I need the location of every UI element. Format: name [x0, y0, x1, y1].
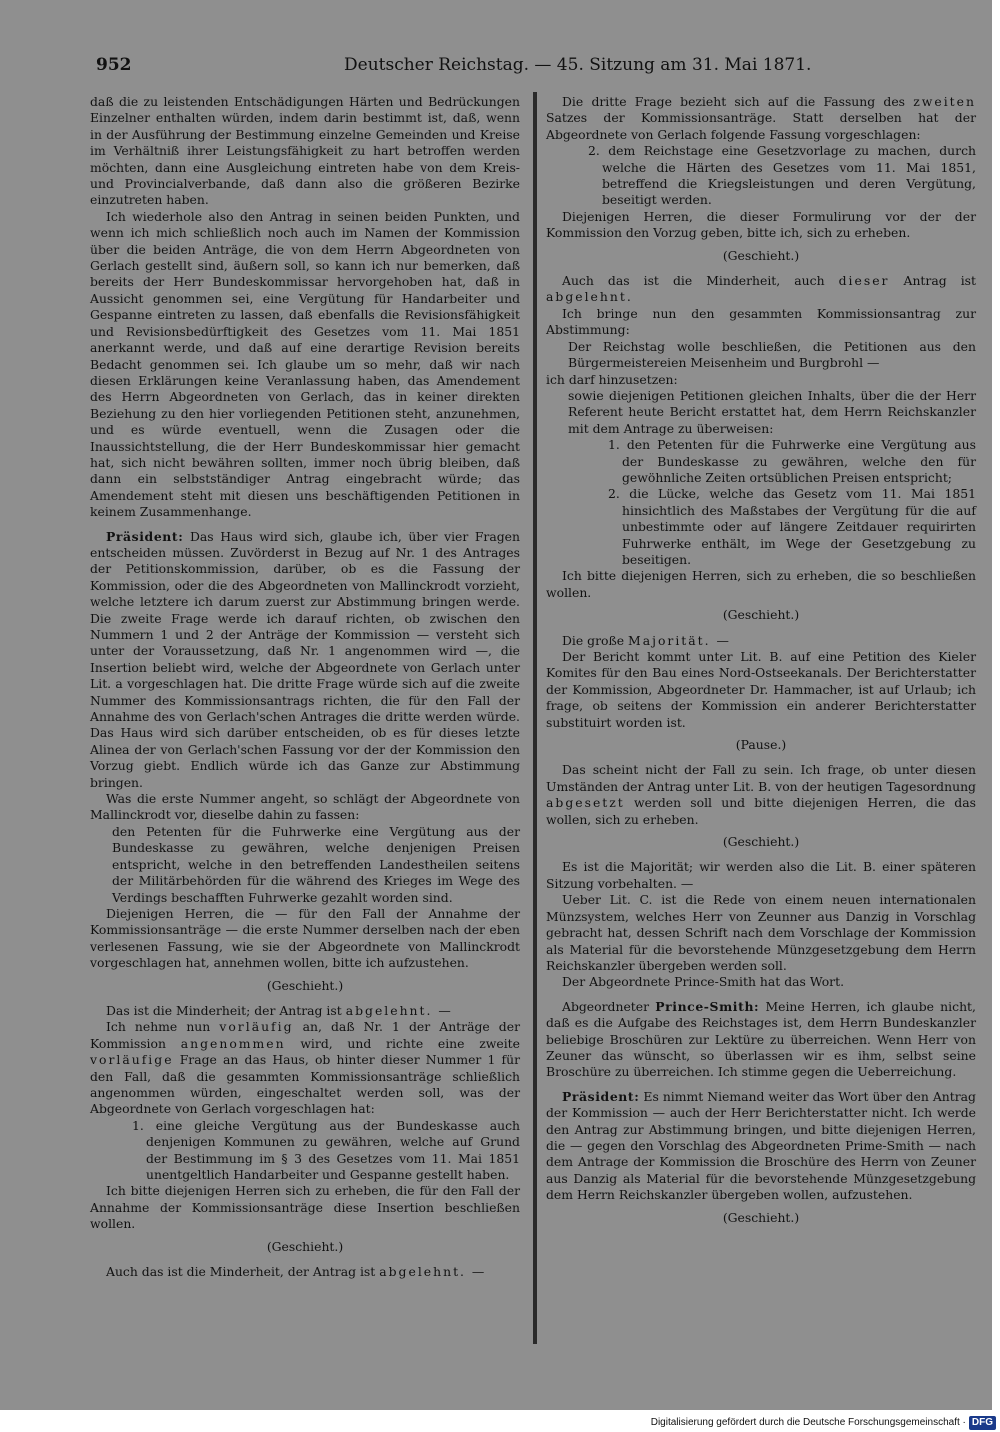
- list-item: 2. dem Reichstage eine Gesetzvorlage zu machen, durch welche die Härten des Gesetzes vom 11. Mai 1851, betreffend die Kriegsleistungen und deren Vergütung, beseitigt werden.: [588, 143, 976, 208]
- list-item: 1. eine gleiche Vergütung aus der Bundeskasse auch denjenigen Kommunen zu gewähren, welche auf Grund der Bestimmung im § 3 des Gesetzes vom 11. Mai 1851 unentgeltlich Handarbeiter und Gespanne gestellt haben.: [132, 1117, 520, 1182]
- emphasis: abgesetzt: [546, 795, 625, 811]
- stage-direction: (Geschieht.): [722, 834, 800, 850]
- page-number: 952: [96, 55, 132, 75]
- speaker-name: Präsident:: [106, 528, 184, 544]
- emphasis: zweiten: [913, 94, 976, 109]
- stage-direction: (Geschieht.): [722, 247, 800, 263]
- emphasis: vorläufig: [219, 1019, 294, 1035]
- emphasis: vorläufige: [90, 1052, 174, 1068]
- running-head: Deutscher Reichstag. — 45. Sitzung am 31. Mai 1871.: [344, 55, 812, 75]
- page-header: [96, 52, 976, 78]
- paragraph: [90, 529, 520, 792]
- speech-text: Es nimmt Niemand weiter das Wort über den Antrag der Kommission — auch der Herr Berichterstatter nicht. Ich werde den Antrag zur Abstimmung bringen, und bitte diejenigen Herren, die — gegen den Vorschlag des Abgeordneten Prime-Smith — nach dem Antrage der Kommission die Broschüre des Herrn von Zeuner aus Danzig als Material für die bevorstehende Münzgesetzgebung dem Herrn Reichskanzler übergeben wollen, aufzustehen.: [546, 1088, 976, 1203]
- stage-direction: (Geschieht.): [266, 977, 344, 993]
- paragraph: Ich bringe nun den gesammten Kommissionsantrag zur Abstimmung:: [546, 305, 976, 338]
- paragraph: Der Abgeordnete Prince-Smith hat das Wort.: [562, 974, 845, 990]
- paragraph: Auch das ist die Minderheit, der Antrag ist abgelehnt. —: [106, 1264, 487, 1280]
- paragraph: Ich bitte diejenigen Herren, sich zu erheben, die so beschließen wollen.: [546, 568, 976, 600]
- paragraph: Das scheint nicht der Fall zu sein. Ich frage, ob unter diesen Umständen der Antrag unter Lit. B. von der heutigen Tagesordnung abgesetzt werden soll und bitte diejenigen Herren, die das wollen, sich zu erheben.: [546, 762, 976, 827]
- speaker-name: Präsident:: [562, 1088, 640, 1104]
- paragraph: Die große Majorität. —: [562, 632, 731, 648]
- paragraph: Der Bericht kommt unter Lit. B. auf eine Petition des Kieler Komites für den Bau eines Nord-Ostseekanals. Der Berichterstatter der Kommission, Abgeordneter Dr. Hammacher, ist auf Urlaub; ich frage, ob seitens der Kommission ein anderer Berichterstatter substituirt worden ist.: [546, 649, 976, 730]
- speaker-name: Prince-Smith:: [655, 998, 760, 1014]
- quoted-motion: Der Reichstag wolle beschließen, die Petitionen aus den Bürgermeistereien Meisenheim und Burgbrohl —: [568, 338, 976, 371]
- emphasis: angenommen: [180, 1035, 286, 1051]
- emphasis: dieser: [838, 273, 890, 289]
- paragraph: Was die erste Nummer angeht, so schlägt der Abgeordnete von Mallinckrodt vor, dieselbe dahin zu fassen:: [90, 791, 520, 823]
- paragraph: Ueber Lit. C. ist die Rede von einem neuen internationalen Münzsystem, welches Herr von Zeunner aus Danzig in Vorschlag gebracht hat, dessen Schrift nach dem Vorschlage der Kommission als Material für die bevorstehende Münzgesetzgebung dem Herrn Reichskanzler übergeben werden soll.: [546, 892, 976, 973]
- speech-text: Das Haus wird sich, glaube ich, über vier Fragen entscheiden müssen. Zuvörderst in Bezug auf Nr. 1 des Antrages der Petitionskommission, darüber, ob es die Fassung der Kommission, oder die des Abgeordneten von Mallinckrodt vorzieht, welche letztere ich darum zuerst zur Abstimmung bringen werde. Die zweite Frage werde ich darauf richten, ob zwischen den Nummern 1 und 2 der Anträge der Kommission — versteht sich unter der Voraussetzung, daß Nr. 1 angenommen wird —, die Insertion beliebt wird, welche der Abgeordnete von Gerlach unter Lit. a vorgeschlagen hat. Die dritte Frage würde sich auf die zweite Nummer des Kommissionsantrags richten, die für den Fall der Annahme des von Gerlach'schen Antrages die dritte werden würde. Das Haus wird sich darüber entscheiden, ob es für dieses letzte Alinea der von Gerlach'schen Fassung vor der der Kommission den Vorzug giebt. Endlich würde ich das Ganze zur Abstimmung bringen.: [90, 528, 520, 790]
- emphasis: abgelehnt. —: [345, 1002, 453, 1018]
- paragraph: Auch das ist die Minderheit, auch dieser Antrag ist abgelehnt.: [546, 273, 976, 305]
- emphasis: Majorität. —: [628, 632, 731, 648]
- paragraph: Diejenigen Herren, die — für den Fall der Annahme der Kommissionsanträge — die erste Nummer derselben nach der eben verlesenen Fassung, wie sie der Abgeordnete von Mallinckrodt vorgeschlagen hat, annehmen wollen, bitte ich aufzustehen.: [90, 905, 520, 971]
- paragraph: Es ist die Majorität; wir werden also die Lit. B. einer späteren Sitzung vorbehalten. —: [546, 859, 976, 891]
- list-item: 2. die Lücke, welche das Gesetz vom 11. Mai 1851 hinsichtlich des Maßstabes der Vergütung für die auf unbestimmte oder auf längere Zeitdauer requirirten Fuhrwerke enthält, im Wege der Gesetzgebung zu beseitigen.: [608, 486, 976, 567]
- stage-direction: (Geschieht.): [722, 607, 800, 623]
- motion-list: [90, 1118, 520, 1184]
- paragraph: Ich nehme nun vorläufig an, daß Nr. 1 der Anträge der Kommission angenommen wird, und richte eine zweite vorläufige Frage an das Haus, ob hinter dieser Nummer 1 für den Fall, daß die gesammten Kommissionsanträge schließlich angenommen würden, eingeschaltet werden soll, was der Abgeordnete von Gerlach vorgeschlagen hat:: [90, 1019, 520, 1117]
- paragraph: ich darf hinzusetzen:: [546, 371, 678, 387]
- speech-text: Meine Herren, ich glaube nicht, daß es die Aufgabe des Reichstages ist, dem Herrn Bundeskanzler beliebige Broschüren zur Lektüre zu überreichen. Wenn Herr von Zeuner das wünscht, so überlassen wir es ihm, selbst seine Broschüre zu überreichen. Ich stimme gegen die Ueberreichung.: [546, 998, 976, 1080]
- column-divider: [533, 92, 537, 1344]
- paragraph: Diejenigen Herren, die dieser Formulirung vor der der Kommission den Vorzug geben, bitte ich, sich zu erheben.: [546, 208, 976, 241]
- left-column: [90, 94, 520, 1280]
- paragraph: daß die zu leistenden Entschädigungen Härten und Bedrückungen Einzelner enthalten würden, indem darin bestimmt ist, daß, wenn in der Ausführung der Bestimmung einzelne Gemeinden und Kreise im Verhältniß ihrer Leistungsfähigkeit zu hart betroffen werden möchten, dann eine Ausgleichung eintreten habe von dem Kreis- und Provincialverbande, daß dann also die größeren Bezirke einzutreten haben.: [90, 94, 520, 208]
- list-item: 1. den Petenten für die Fuhrwerke eine Vergütung aus der Bundeskasse zu gewähren, welche den für gewöhnliche Zeiten ortsüblichen Preisen entspricht;: [608, 437, 976, 485]
- paragraph: Ich bitte diejenigen Herren sich zu erheben, die für den Fall der Annahme der Kommissionsanträge diese Insertion beschließen wollen.: [90, 1183, 520, 1232]
- credit-text: Digitalisierung gefördert durch die Deutsche Forschungsgemeinschaft ·: [650, 1417, 966, 1428]
- stage-direction: (Geschieht.): [722, 1209, 800, 1225]
- quoted-motion: den Petenten für die Fuhrwerke eine Vergütung aus der Bundeskasse zu gewähren, welche denjenigen Preisen entspricht, welche in den betreffenden Landestheilen seitens der Militärbehörden für die während des Krieges im Wege des Verdings beschafften Fuhrwerke gezahlt worden sind.: [112, 823, 520, 905]
- paragraph: [546, 1089, 976, 1204]
- stage-direction: (Pause.): [735, 737, 787, 753]
- right-column: [546, 94, 976, 1235]
- emphasis: abgelehnt.: [546, 289, 633, 305]
- paragraph: Ich wiederhole also den Antrag in seinen beiden Punkten, und wenn ich mich schließlich noch auch im Namen der Kommission über die beiden Anträge, die von dem Herrn Abgeordneten von Gerlach gestellt sind, äußern soll, so kann ich nur bemerken, daß bereits der Herr Bundeskommissar hervorgehoben hat, daß in Aussicht genommen sei, eine Vergütung für Handarbeiter und Gespanne eintreten zu lassen, daß ebenfalls die Revisionsfähigkeit und Revisionsbedürftigkeit des Gesetzes vom 11. Mai 1851 anerkannt werde, und daß auf eine derartige Revision bereits Bedacht genommen sei. Ich glaube um so mehr, daß wir nach diesen Erklärungen keine Veranlassung haben, das Amendement des Herrn Abgeordneten von Gerlach, das in keiner direkten Beziehung zu den hier vorliegenden Petitionen steht, anzunehmen, und es würde eventuell, wenn die Zusagen oder die Inaussichtstellung, die der Herr Bundeskommissar hier gemacht hat, sich nicht bewähren sollten, immer noch übrig bleiben, daß dann ein selbstständiger Antrag eingebracht würde; das Amendement steht mit diesen uns beschäftigenden Petitionen in keinem Zusammenhange.: [90, 208, 520, 520]
- emphasis: abgelehnt. —: [379, 1264, 487, 1280]
- motion-list: [546, 143, 976, 209]
- paragraph: Abgeordneter Prince-Smith: Meine Herren, ich glaube nicht, daß es die Aufgabe des Reichstages ist, dem Herrn Bundeskanzler beliebige Broschüren zur Lektüre zu überreichen. Wenn Herr von Zeuner das wünscht, so überlassen wir es ihm, selbst seine Broschüre zu überreichen. Ich stimme gegen die Ueberreichung.: [546, 998, 976, 1080]
- quoted-motion: sowie diejenigen Petitionen gleichen Inhalts, über die der Herr Referent heute Bericht erstattet hat, dem Herrn Reichskanzler mit dem Antrage zu überweisen:: [568, 387, 976, 436]
- dfg-logo: DFG: [969, 1416, 996, 1430]
- digitization-credit: [604, 1416, 996, 1430]
- stage-direction: (Geschieht.): [266, 1238, 344, 1254]
- paragraph: Die dritte Frage bezieht sich auf die Fassung des zweiten Satzes der Kommissionsanträge. Statt derselben hat der Abgeordnete von Gerlach folgende Fassung vorgeschlagen:: [546, 94, 976, 142]
- paragraph: Das ist die Minderheit; der Antrag ist abgelehnt. —: [106, 1002, 453, 1018]
- motion-list: [546, 437, 976, 568]
